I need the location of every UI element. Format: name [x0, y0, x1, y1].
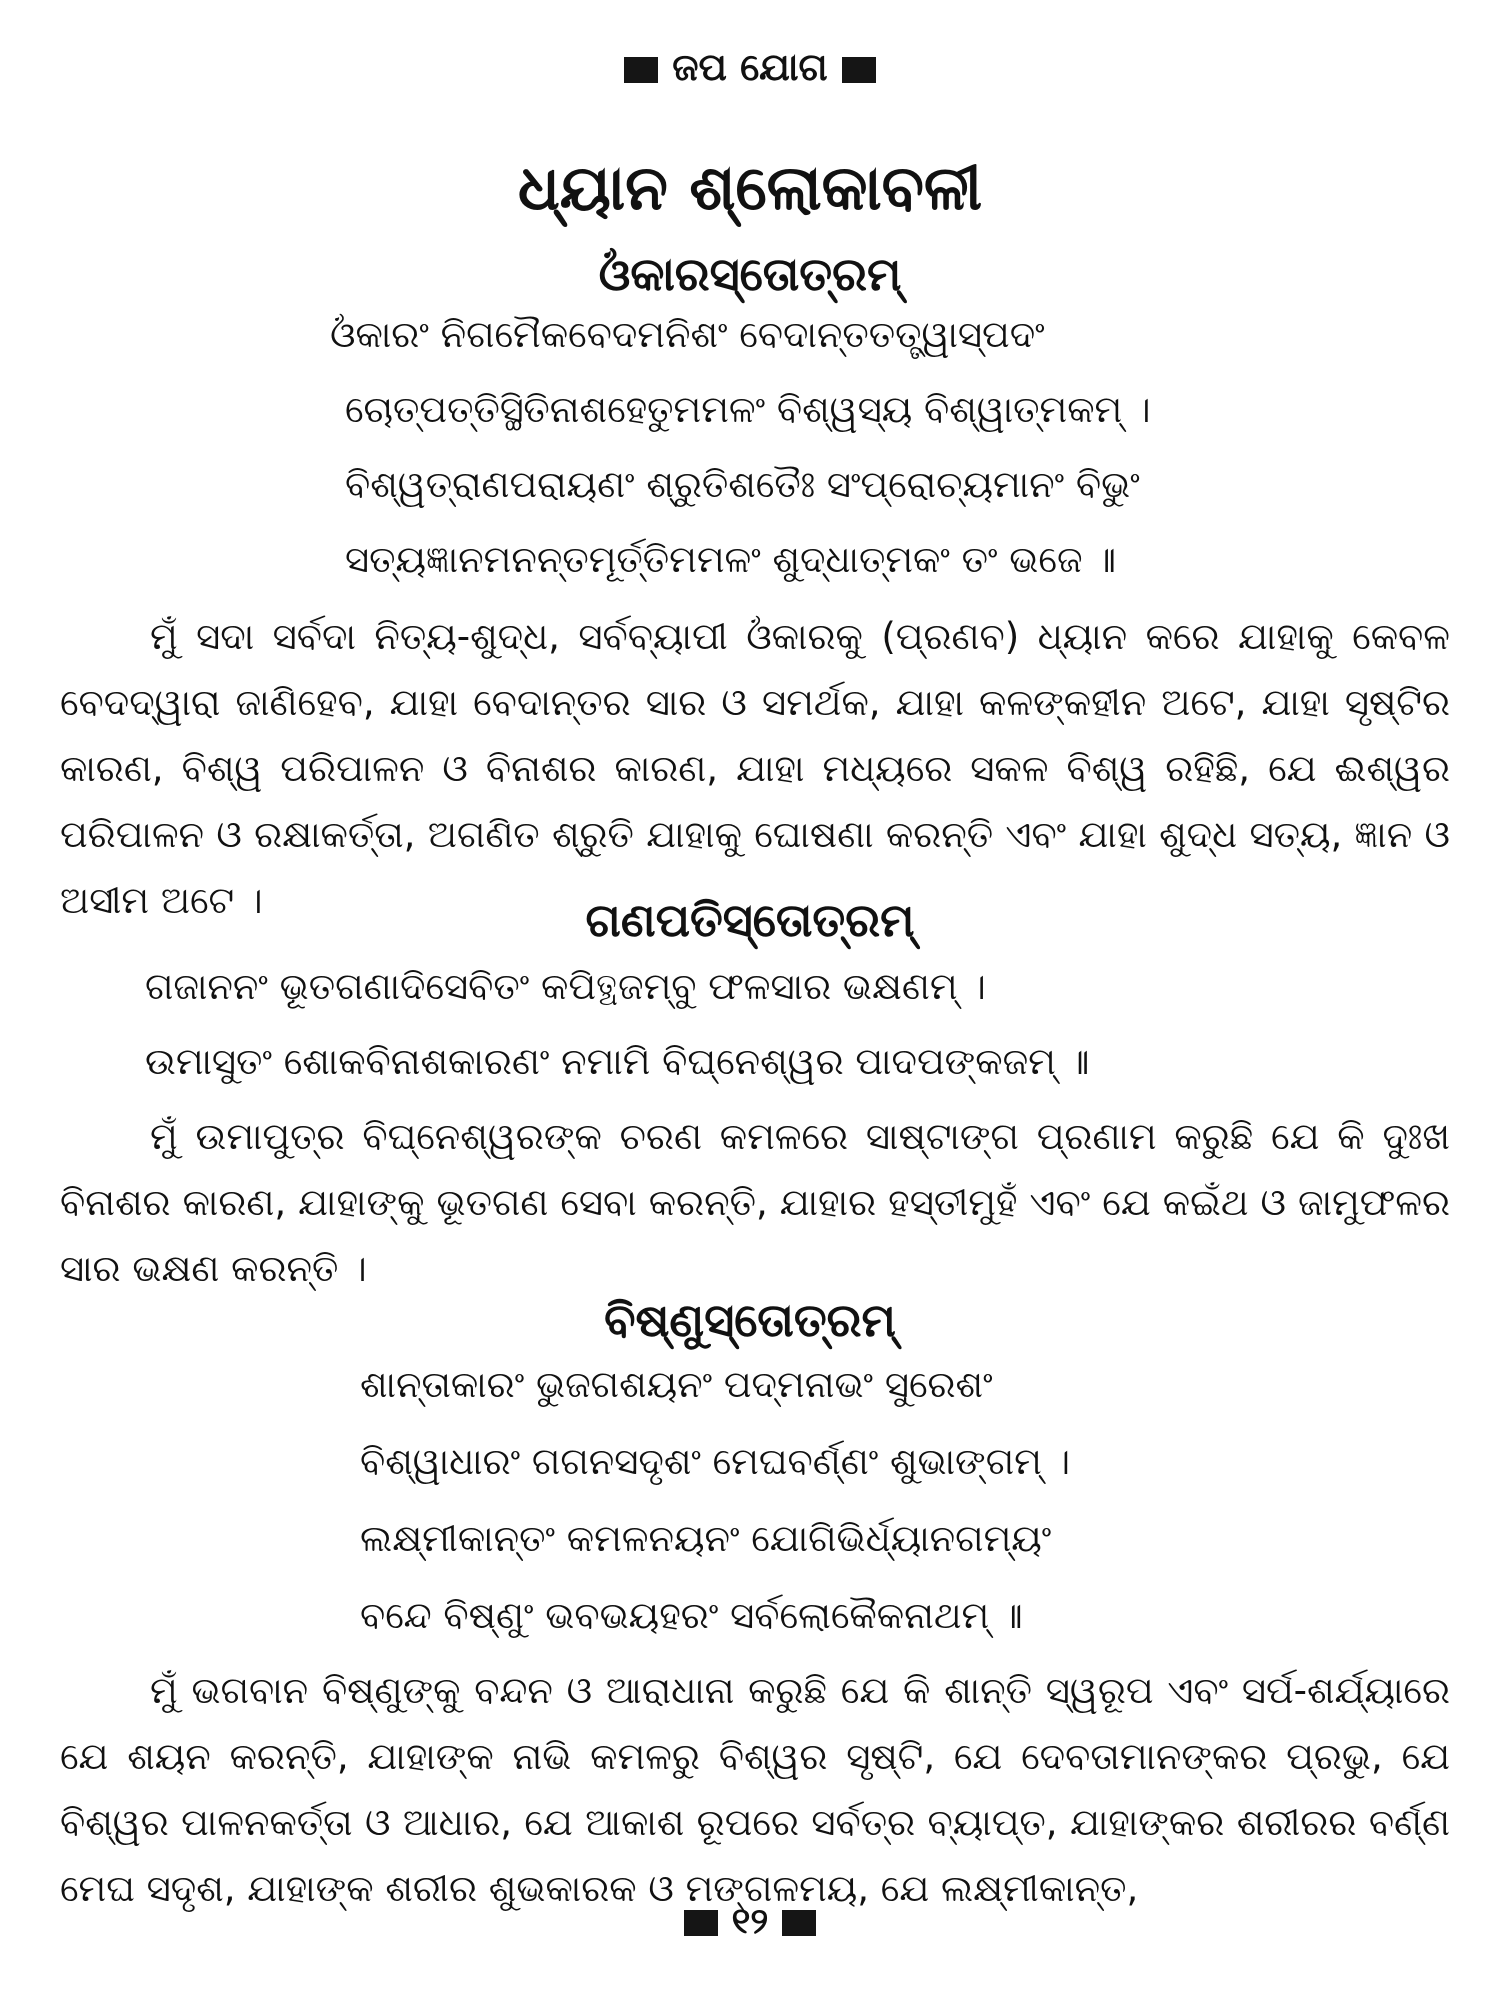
running-head-text: ଜପ ଯୋଗ — [672, 45, 828, 89]
prose-paragraph-ganapati: ମୁଁ ଉମାପୁତ୍ର ବିଘ୍ନେଶ୍ୱରଙ୍କ ଚରଣ କମଳରେ ସାଷ୍ଟାଙ୍ଗ ପ୍ରଣାମ କରୁଛି ଯେ କି ଦୁଃଖ ବିନାଶର କାରଣ, ଯାହାଙ୍କୁ ଭୂତଗଣ ସେବା କରନ୍ତି, ଯାହାର ହସ୍ତୀମୁହଁ ଏବଂ ଯେ କଇଁଥ ଓ ଜାମୁଫଳର ସାର ଭକ୍ଷଣ କରନ୍ତି । — [60, 1115, 1450, 1290]
verse-line: ଲକ୍ଷ୍ମୀକାନ୍ତଂ କମଳନୟନଂ ଯୋଗିଭିର୍ଧ୍ୟାନଗମ୍ୟଂ — [360, 1517, 1052, 1560]
verse-line: ଗଜାନନଂ ଭୂତଗଣାଦିସେବିତଂ କପିତ୍ଥଜମ୍ବୁ ଫଳସାର ଭକ୍ଷଣମ୍ । — [145, 965, 986, 1008]
section-heading-vishnu: ବିଷ୍ଣୁସ୍ତୋତ୍ରମ୍ — [604, 1293, 896, 1347]
section-heading-omkara: ଓଁକାରସ୍ତୋତ୍ରମ୍ — [598, 247, 902, 301]
square-ornament-right-icon — [782, 1910, 816, 1936]
verse-line: ବନ୍ଦେ ବିଷ୍ଣୁଂ ଭବଭୟହରଂ ସର୍ବଲୋକୈକନାଥମ୍ ॥ — [360, 1594, 1023, 1637]
square-ornament-left-icon — [624, 57, 658, 83]
verse-line: ଉମାସୁତଂ ଶୋକବିନାଶକାରଣଂ ନମାମି ବିଘ୍ନେଶ୍ୱର ପାଦପଙ୍କଜମ୍ ॥ — [145, 1040, 1090, 1083]
verse-line: ଓଁକାରଂ ନିଗମୈକବେଦମନିଶଂ ବେଦାନ୍ତତତ୍ତ୍ୱାସ୍ପଦଂ — [330, 313, 1045, 356]
verse-line: ସତ୍ୟଜ୍ଞାନମନନ୍ତମୂର୍ତ୍ତିମମଳଂ ଶୁଦ୍ଧାତ୍ମକଂ ତଂ ଭଜେ ॥ — [345, 538, 1117, 581]
page-number — [0, 1898, 1500, 1946]
verse-line: ଶାନ୍ତାକାରଂ ଭୁଜଗଶୟନଂ ପଦ୍ମନାଭଂ ସୁରେଶଂ — [360, 1363, 993, 1406]
verse-line: ଚୋତ୍ପତ୍ତିସ୍ଥିତିନାଶହେତୁମମଳଂ ବିଶ୍ୱସ୍ୟ ବିଶ୍ୱାତ୍ମକମ୍ । — [345, 388, 1151, 431]
square-ornament-right-icon — [842, 57, 876, 83]
verse-line: ବିଶ୍ୱତ୍ରାଣପରାୟଣଂ ଶ୍ରୁତିଶତୈଃ ସଂପ୍ରୋଚ୍ୟମାନଂ ବିଭୁଂ — [345, 463, 1140, 506]
page-title: ଧ୍ୟାନ ଶ୍ଲୋକାବଳୀ — [517, 151, 983, 224]
square-ornament-left-icon — [684, 1910, 718, 1936]
page-number-text: ୧୨ — [731, 1901, 769, 1942]
section-heading-ganapati: ଗଣପତିସ୍ତୋତ୍ରମ୍ — [585, 893, 915, 947]
prose-paragraph-omkara: ମୁଁ ସଦା ସର୍ବଦା ନିତ୍ୟ-ଶୁଦ୍ଧ, ସର୍ବବ୍ୟାପୀ ଓଁକାରକୁ (ପ୍ରଣବ) ଧ୍ୟାନ କରେ ଯାହାକୁ କେବଳ ବେଦଦ୍ୱାରା ଜାଣିହେବ, ଯାହା ବେଦାନ୍ତର ସାର ଓ ସମର୍ଥକ, ଯାହା କଳଙ୍କହୀନ ଅଟେ, ଯାହା ସୃଷ୍ଟିର କାରଣ, ବିଶ୍ୱ ପରିପାଳନ ଓ ବିନାଶର କାରଣ, ଯାହା ମଧ୍ୟରେ ସକଳ ବିଶ୍ୱ ରହିଛି, ଯେ ଈଶ୍ୱର ପରିପାଳନ ଓ ରକ୍ଷାକର୍ତ୍ତା, ଅଗଣିତ ଶ୍ରୁତି ଯାହାକୁ ଘୋଷଣା କରନ୍ତି ଏବଂ ଯାହା ଶୁଦ୍ଧ ସତ୍ୟ, ଜ୍ଞାନ ଓ ଅସୀମ ଅଟେ । — [60, 615, 1450, 922]
running-head — [0, 42, 1500, 92]
prose-paragraph-vishnu: ମୁଁ ଭଗବାନ ବିଷ୍ଣୁଙ୍କୁ ବନ୍ଦନ ଓ ଆରାଧାନା କରୁଛି ଯେ କି ଶାନ୍ତି ସ୍ୱରୂପ ଏବଂ ସର୍ପ-ଶର୍ଯ୍ୟାରେ ଯେ ଶୟନ କରନ୍ତି, ଯାହାଙ୍କ ନାଭି କମଳରୁ ବିଶ୍ୱର ସୃଷ୍ଟି, ଯେ ଦେବତାମାନଙ୍କର ପ୍ରଭୁ, ଯେ ବିଶ୍ୱର ପାଳନକର୍ତ୍ତା ଓ ଆଧାର, ଯେ ଆକାଶ ରୂପରେ ସର୍ବତ୍ର ବ୍ୟାପ୍ତ, ଯାହାଙ୍କର ଶରୀରର ବର୍ଣ୍ଣ ମେଘ ସଦୃଶ, ଯାହାଙ୍କ ଶରୀର ଶୁଭକାରକ ଓ ମଙ୍ଗଳମୟ, ଯେ ଲକ୍ଷ୍ମୀକାନ୍ତ, — [60, 1669, 1450, 1910]
verse-line: ବିଶ୍ୱାଧାରଂ ଗଗନସଦୃଶଂ ମେଘବର୍ଣ୍ଣଂ ଶୁଭାଙ୍ଗମ୍ । — [360, 1440, 1071, 1483]
